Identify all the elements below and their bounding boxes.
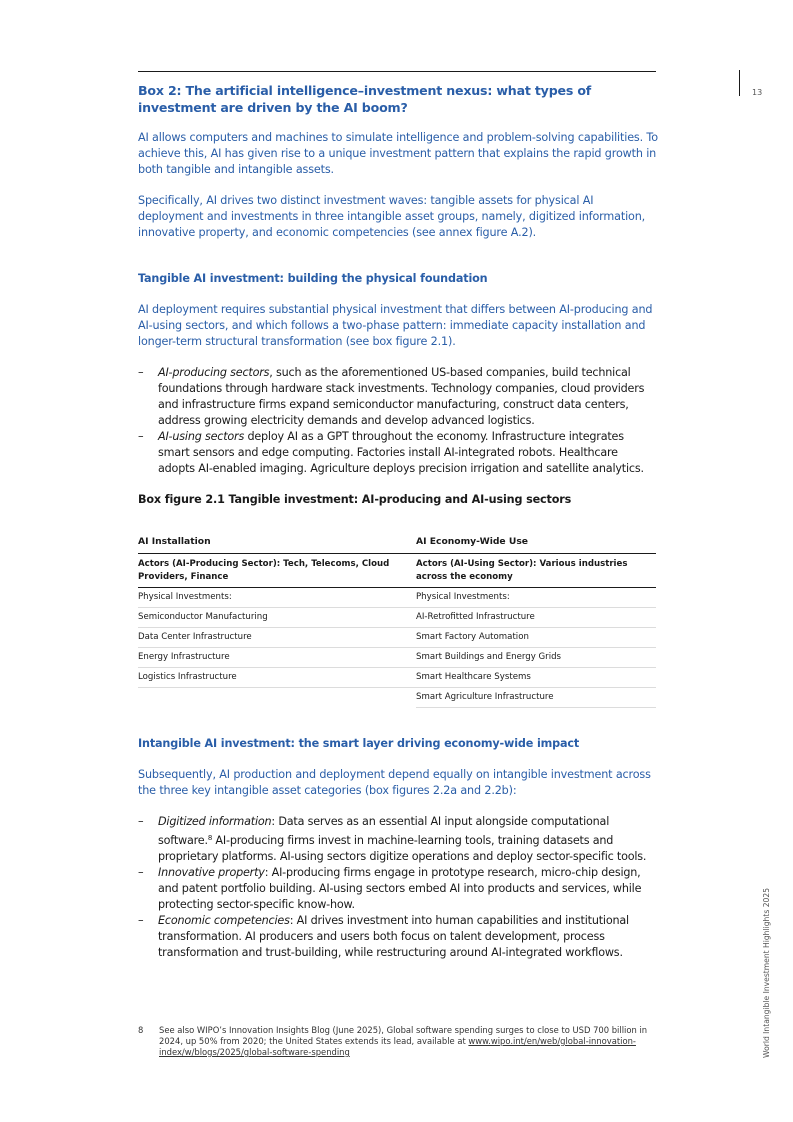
list-item [138, 913, 658, 961]
table-row [138, 628, 656, 648]
footnote-reference[interactable]: 8 [207, 834, 213, 842]
figure-title: Box figure 2.1 Tangible investment: AI-producing and AI-using sectors [138, 493, 572, 506]
table-cell: Smart Agriculture Infrastructure [416, 688, 656, 708]
dash-marker: – [138, 914, 144, 927]
dash-marker: – [138, 430, 144, 443]
table-cell [138, 688, 416, 708]
tangible-heading: Tangible AI investment: building the physical foundation [138, 272, 488, 285]
table-row [138, 608, 656, 628]
footnote-link[interactable]: www.wipo.int/en/web/global-innovation-index/w/blogs/2025/global-software-spending [159, 1036, 636, 1057]
bullet-text: : AI-producing firms engage in prototype research, micro-chip design, and patent portfolio building. AI-using sectors embed AI into products and services, while protecting sector-specific know-how. [158, 866, 642, 911]
table-cell: Smart Factory Automation [416, 628, 656, 648]
intangible-paragraph: Subsequently, AI production and deployment depend equally on intangible investment across the three key intangible asset categories (box figures 2.2a and 2.2b): [138, 768, 651, 797]
table-cell: Smart Healthcare Systems [416, 668, 656, 688]
intro-paragraph-2: Specifically, AI drives two distinct investment waves: tangible assets for physical AI deployment and investments in three intangible asset groups, namely, digitized information, innovative property, and economic competencies (see annex figure A.2). [138, 194, 646, 239]
footnote-text-block [138, 1025, 658, 1058]
table-header-row [138, 536, 656, 554]
table-row [138, 648, 656, 668]
column-header-economy-wide: AI Economy-Wide Use [416, 536, 656, 554]
footnote [138, 1025, 658, 1058]
actors-row [138, 554, 656, 588]
list-item [138, 365, 658, 429]
top-rule [138, 71, 656, 72]
bullet-term: Digitized information [158, 815, 272, 828]
intangible-bullet-list [138, 814, 658, 961]
footnote-text: See also WIPO’s Innovation Insights Blog (June 2025), Global software spending surges to close to USD 700 billion in 2024, up 50% from 2020; the United States extends its lead, available at [159, 1025, 648, 1046]
list-item [138, 814, 658, 865]
bullet-text: AI-producing firms invest in machine-learning tools, training datasets and proprietary platforms. AI-using sectors digitize operations and deploy sector-specific tools. [158, 834, 647, 863]
footnote-number: 8 [138, 1025, 144, 1035]
box-title: Box 2: The artificial intelligence–investment nexus: what types of investment are driven by the AI boom? [138, 83, 592, 115]
table-cell: Smart Buildings and Energy Grids [416, 648, 656, 668]
bullet-text: deploy AI as a GPT throughout the economy. Infrastructure integrates smart sensors and edge computing. Factories install AI-integrated robots. Healthcare adopts AI-enabled imaging. Agriculture deploys precision irrigation and satellite analytics. [158, 430, 644, 475]
table-row [138, 668, 656, 688]
bullet-term: AI-using sectors [158, 430, 245, 443]
intangible-heading: Intangible AI investment: the smart layer driving economy-wide impact [138, 737, 580, 750]
tangible-bullet-list [138, 365, 658, 477]
table-cell: Data Center Infrastructure [138, 628, 416, 648]
bullet-term: Economic competencies [158, 914, 290, 927]
table-cell: Physical Investments: [138, 588, 416, 608]
table-cell: AI-Retrofitted Infrastructure [416, 608, 656, 628]
list-item [138, 865, 658, 913]
figure-table [138, 536, 656, 708]
intro-paragraph-1: AI allows computers and machines to simulate intelligence and problem-solving capabilities. To achieve this, AI has given rise to a unique investment pattern that explains the rapid growth in both tangible and intangible assets. [138, 131, 658, 176]
box-2-content [138, 82, 658, 961]
tangible-paragraph: AI deployment requires substantial physical investment that differs between AI-producing and AI-using sectors, and which follows a two-phase pattern: immediate capacity installation and longer-term structural transformation (see box figure 2.1). [138, 303, 653, 348]
dash-marker: – [138, 866, 144, 879]
dash-marker: – [138, 815, 144, 828]
actors-cell: Actors (AI-Using Sector): Various industries across the economy [416, 554, 656, 588]
page-number-tick [739, 70, 740, 96]
bullet-term: AI-producing sectors [158, 366, 270, 379]
dash-marker: – [138, 366, 144, 379]
table-cell: Energy Infrastructure [138, 648, 416, 668]
page-number: 13 [752, 88, 763, 97]
table-cell: Physical Investments: [416, 588, 656, 608]
table-cell: Logistics Infrastructure [138, 668, 416, 688]
column-header-installation: AI Installation [138, 536, 416, 554]
bullet-text: , such as the aforementioned US-based companies, build technical foundations through hardware stack investments. Technology companies, cloud providers and infrastructure firms expand semiconductor manufacturing, construct data centers, address growing electricity demands and develop advanced logistics. [158, 366, 645, 427]
table-cell: Semiconductor Manufacturing [138, 608, 416, 628]
table-row [138, 588, 656, 608]
bullet-text: : AI drives investment into human capabilities and institutional transformation. AI producers and users both focus on talent development, process transformation and trust-building, while restructuring around AI-integrated workflows. [158, 914, 629, 959]
list-item [138, 429, 658, 477]
table-row [138, 688, 656, 708]
bullet-text: : Data serves as an essential AI input alongside computational software. [158, 815, 610, 847]
actors-cell: Actors (AI-Producing Sector): Tech, Telecoms, Cloud Providers, Finance [138, 554, 416, 588]
running-title: World Intangible Investment Highlights 2025 [762, 887, 771, 1058]
bullet-term: Innovative property [158, 866, 265, 879]
